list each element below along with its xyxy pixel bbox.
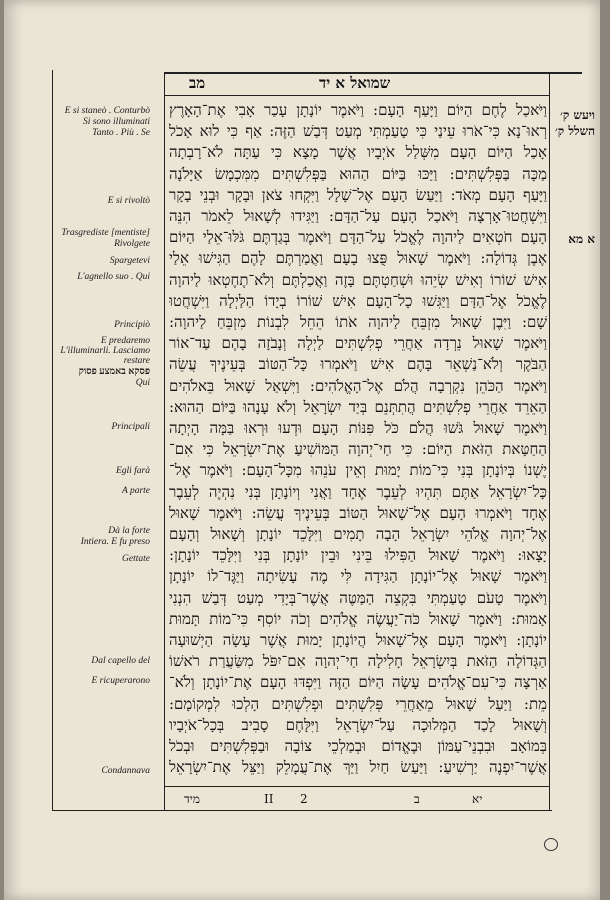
- text-line: אַרְצָה כִּי־עִם־אֱלֹהִים עָשָׂה הַיּוֹם הַזֶּה וַיִּפְדּוּ הָעָם אֶת־יוֹנָתָן וְלֹא־: [169, 673, 547, 692]
- text-line: וַיֹּאכַל לֶחֶם הַיּוֹם וַיָּעַף הָעָם: וַיֹּאמֶר יוֹנָתָן עָכַר אָבִי אֶת־הָאָרֶץ: [169, 101, 547, 119]
- text-line: אָכַל הַיּוֹם הָעָם מִשְּׁלַל אֹיְבָיו אֲשֶׁר מָצָא כִּי עַתָּה לֹא־רָבְתָה: [169, 143, 547, 162]
- text-line: הַגְּדוֹלָה הַזֹּאת בְּיִשְׂרָאֵל חָלִילָה חַי־יְהוָה אִם־יִפֹּל מִשַּׂעֲרַת רֹאשׁוֹ: [169, 652, 547, 671]
- text-line: וַיָּעַף הָעָם מְאֹד: וַיַּעַשׂ הָעָם אֶל־שָׁלָל וַיִּקְחוּ צֹאן וּבָקָר וּבְנֵי בָקָר: [169, 185, 547, 204]
- text-line: אָמוּת: וַיֹּאמֶר שָׁאוּל כֹּה־יַעֲשֶׂה אֱלֹהִים וְכֹה יוֹסִף כִּי־מוֹת תָּמוּת: [169, 609, 547, 628]
- text-line: וְשָׁאוּל לָכַד הַמְּלוּכָה עַל־יִשְׂרָאֵל וַיִּלָּחֶם סָבִיב בְּכָל־אֹיְבָיו: [169, 715, 547, 734]
- margin-gloss: A parte: [121, 486, 150, 496]
- outer-margin-note: ויעש ק׳: [560, 108, 595, 122]
- text-column-left-rule: [164, 72, 165, 810]
- margin-gloss: Egli farà: [115, 466, 150, 476]
- text-line: וַיֹּאמֶר שָׁאוּל אֶל־יוֹנָתָן הַגִּידָה לִּי מֶה עָשִׂיתָה וַיַּגֶּד־לוֹ יוֹנָתָן: [169, 567, 547, 586]
- margin-gloss: Principali: [111, 422, 150, 432]
- margin-gloss: E si staneò . Conturbò: [64, 106, 150, 116]
- text-line: אֶחָד וַיֹּאמְרוּ הָעָם אֶל־שָׁאוּל הַטּוֹב בְּעֵינֶיךָ עֲשֵׂה: וַיֹּאמֶר שָׁאוּל: [169, 503, 547, 522]
- text-line: הַבֹּקֶר וְלֹא־נַשְׁאֵר בָּהֶם אִישׁ וַיֹּאמְרוּ כָּל־הַטּוֹב בְּעֵינֶיךָ עֲשֵׂה: [169, 355, 547, 374]
- text-line: אִישׁ שׁוֹרוֹ וְאִישׁ שְׂיֵהוּ וּשְׁחַטְתֶּם בָּזֶה וַאֲכַלְתֶּם וְלֹא־תֶחֶטְאוּ לַיהוָה: [169, 270, 547, 289]
- margin-gloss: Trasgrediste [mentiste]: [61, 228, 150, 238]
- margin-gloss: Rivolgete: [114, 239, 150, 249]
- hebrew-body-text: [169, 100, 547, 779]
- margin-gloss: Condannava: [101, 766, 150, 776]
- footer-rule: [164, 786, 550, 787]
- running-head: [169, 74, 545, 94]
- outer-margin-note: א מא: [568, 232, 595, 246]
- signature-mark: 2: [300, 792, 308, 806]
- outer-margin-note: השלל ק׳: [555, 124, 595, 138]
- margin-gloss: E ricuperarono: [91, 676, 150, 686]
- text-line: לֶאֱכֹל אֶל־הַדָּם וַיַּגִּשׁוּ כָל־הָעָם אִישׁ שׁוֹרוֹ בְיָדוֹ הַלַּיְלָה וַיִּשְׁחֲטוּ: [169, 291, 547, 310]
- signature-mark: II: [264, 792, 274, 806]
- margin-gloss: E predaremo: [100, 336, 150, 346]
- text-line: וַיֹּאמֶר שָׁאוּל נֵרְדָה אַחֲרֵי פְלִשְׁתִּים לַיְלָה וְנָבֹזָה בָהֶם עַד־אוֹר: [169, 334, 547, 353]
- margin-gloss: Principiò: [114, 320, 150, 330]
- text-line: יָצָאוּ: וַיֹּאמֶר שָׁאוּל הַפִּילוּ בֵּינִי וּבֵין יוֹנָתָן בְּנִי וַיִּלָּכֵד יוֹנָתָן:: [169, 546, 547, 565]
- margin-gloss: L'agnello suo . Qui: [77, 272, 150, 282]
- signature-mark: מיד: [184, 792, 201, 806]
- margin-gloss: E si rivoltò: [107, 196, 150, 206]
- bottom-frame-rule: [52, 810, 552, 811]
- margin-gloss: פסקא באמצע פסוק: [78, 367, 150, 377]
- header-rule: [164, 95, 550, 96]
- margin-gloss: Qui: [135, 378, 150, 388]
- margin-gloss: Dal capello del: [91, 656, 150, 666]
- text-line: אֲשֶׁר־יִפְנֶה יַרְשִׁיעַ: וַיַּעַשׂ חַיִל וַיַּךְ אֶת־עֲמָלֵק וַיַּצֵּל אֶת־יִשְׂרָאֵל: [169, 758, 547, 777]
- text-line: רְאוּ־נָא כִּי־אֹרוּ עֵינַי כִּי טָעַמְתִּי מְעַט דְּבַשׁ הַזֶּה: אַף כִּי לוּא אָכֹל: [169, 122, 547, 141]
- text-line: אֶבֶן גְּדוֹלָה: וַיֹּאמֶר שָׁאוּל פֻּצוּ בָעָם וַאֲמַרְתֶּם לָהֶם הַגִּישׁוּ אֵלַי: [169, 249, 547, 268]
- text-line: מַכָּה בַּפְּלִשְׁתִּים: וַיַּכּוּ בַּיּוֹם הַהוּא בַּפְּלִשְׁתִּים מִמִּכְמָשׂ אַיָּלֹנָה: [169, 164, 547, 183]
- signature-mark: ב: [414, 792, 420, 806]
- text-line: וַיֹּאמֶר הַכֹּהֵן נִקְרְבָה הֲלֹם אֶל־הָאֱלֹהִים: וַיִּשְׁאַל שָׁאוּל בֵּאלֹהִים: [169, 376, 547, 395]
- ink-stain: [544, 838, 558, 851]
- page-number: מב: [189, 74, 206, 92]
- margin-gloss: Tanto . Più . Se: [92, 128, 150, 138]
- text-line: יֶשְׁנוֹ בְּיוֹנָתָן בְּנִי כִּי־מוֹת יָמוּת וְאֵין עֹנֵהוּ מִכָּל־הָעָם: וַיֹּאמֶר אֶל־: [169, 461, 547, 480]
- margin-gloss: Dà la forte: [108, 526, 150, 536]
- text-line: שָׁם: וַיִּבֶן שָׁאוּל מִזְבֵּחַ לַיהוָה אֹתוֹ הֵחֵל לִבְנוֹת מִזְבֵּחַ לַיהוָה:: [169, 313, 547, 332]
- left-frame-rule: [52, 70, 53, 810]
- text-line: בְּמוֹאָב וּבִבְנֵי־עַמּוֹן וּבֶאֱדוֹם וּבְמַלְכֵי צוֹבָה וּבַפְּלִשְׁתִּים וּבְכֹל: [169, 737, 547, 756]
- margin-gloss: L'illuminarli. Lasciamo: [60, 346, 150, 356]
- text-line: הַאֵרֵד אַחֲרֵי פְלִשְׁתִּים הֲתִתְּנֵם בְּיַד יִשְׂרָאֵל וְלֹא עָנָהוּ בַּיּוֹם הַהוּא:: [169, 397, 547, 416]
- text-line: יוֹנָתָן: וַיֹּאמֶר הָעָם אֶל־שָׁאוּל הֲיוֹנָתָן יָמוּת אֲשֶׁר עָשָׂה הַיְשׁוּעָה: [169, 631, 547, 650]
- margin-gloss: Gettate: [122, 554, 150, 564]
- text-line: הַחַטָּאת הַזֹּאת הַיּוֹם: כִּי חַי־יְהוָה הַמּוֹשִׁיעַ אֶת־יִשְׂרָאֵל כִּי אִם־: [169, 440, 547, 459]
- book-chapter-title: שמואל א יד: [319, 74, 391, 92]
- margin-gloss: Spargetevi: [109, 256, 150, 266]
- margin-gloss: Si sono illuminati: [82, 117, 150, 127]
- signature-mark: יא: [472, 792, 483, 806]
- text-line: כָּל־יִשְׂרָאֵל אַתֶּם תִּהְיוּ לְעֵבֶר אֶחָד וַאֲנִי וְיוֹנָתָן בְּנִי נִהְיֶה לְעֵבֶר: [169, 482, 547, 501]
- margin-gloss: Intiera. E fu preso: [80, 537, 150, 547]
- text-line: וַיִּשְׁחֲטוּ־אָרְצָה וַיֹּאכַל הָעָם עַל־הַדָּם: וַיַּגִּידוּ לְשָׁאוּל לֵאמֹר הִנֵּה: [169, 207, 547, 226]
- text-line: הָעָם חֹטְאִים לַיהוָה לֶאֱכֹל עַל־הַדָּם וַיֹּאמֶר בְּגַדְתֶּם גֹּלּוּ־אֵלַי הַיּוֹם: [169, 228, 547, 247]
- text-line: וַיֹּאמֶר שָׁאוּל גֹּשׁוּ הֲלֹם כֹּל פִּנּוֹת הָעָם וּדְעוּ וּרְאוּ בַּמָּה הָיְתָה: [169, 419, 547, 438]
- margin-gloss: restare: [123, 356, 150, 366]
- book-page: [4, 0, 600, 900]
- text-line: מֵת: וַיַּעַל שָׁאוּל מֵאַחֲרֵי פְּלִשְׁתִּים וּפְלִשְׁתִּים הָלְכוּ לִמְקוֹמָם:: [169, 694, 547, 713]
- text-column-right-rule: [549, 72, 550, 810]
- text-line: אֶל־יְהוָה אֱלֹהֵי יִשְׂרָאֵל הָבָה תָמִים וַיִּלָּכֵד יוֹנָתָן וְשָׁאוּל וְהָעָם: [169, 525, 547, 544]
- text-line: וַיֹּאמֶר טָעֹם טָעַמְתִּי בִּקְצֵה הַמַּטֶּה אֲשֶׁר־בְּיָדִי מְעַט דְּבַשׁ הִנְנִי: [169, 588, 547, 607]
